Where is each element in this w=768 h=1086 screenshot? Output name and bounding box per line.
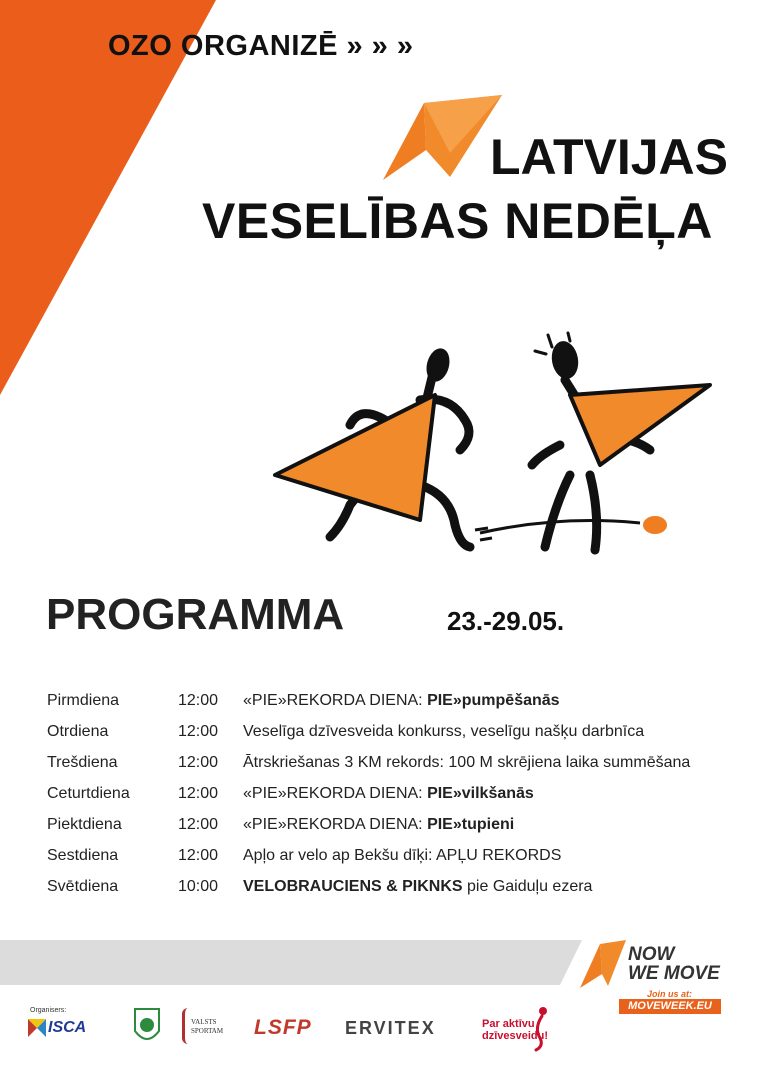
join-text: Join us at: — [647, 989, 693, 999]
schedule-day: Otrdiena — [47, 723, 109, 740]
schedule-description: «PIE»REKORDA DIENA: PIE»pumpēšanās — [243, 692, 560, 709]
schedule-description: «PIE»REKORDA DIENA: PIE»vilkšanās — [243, 785, 534, 802]
schedule-description: Veselīga dzīvesveida konkurss, veselīgu našķu darbnīca — [243, 723, 645, 740]
schedule-day: Ceturtdiena — [47, 785, 130, 802]
organizer-text: OZO ORGANIZĒ » » » — [108, 30, 414, 62]
schedule-day: Sestdiena — [47, 847, 119, 864]
isca-icon — [28, 1019, 46, 1037]
schedule-description: Apļo ar velo ap Bekšu dīķi: APĻU REKORDS — [243, 847, 562, 864]
schedule-time: 10:00 — [178, 878, 219, 895]
organisers-label: Organisers: — [30, 1007, 67, 1014]
schedule-time: 12:00 — [178, 816, 219, 833]
ervitex-logo: ERVITEX — [345, 1018, 436, 1038]
schedule-time: 12:00 — [178, 754, 219, 771]
event-title-line2: VESELĪBAS NEDĒĻA — [202, 193, 713, 249]
moveweek-logo-icon — [380, 95, 505, 185]
lsfp-logo: LSFP — [254, 1016, 312, 1039]
schedule-time: 12:00 — [178, 723, 219, 740]
valsts-sportam-logo: VALSTS SPORTAM — [182, 1008, 240, 1044]
runner-figure-icon — [528, 1006, 552, 1052]
program-dates: 23.-29.05. — [447, 606, 565, 636]
lsa-shield-icon — [133, 1005, 161, 1047]
stick-figures-illustration — [270, 325, 720, 565]
schedule-time: 12:00 — [178, 692, 219, 709]
program-heading: PROGRAMMA — [46, 590, 345, 639]
schedule-time: 12:00 — [178, 847, 219, 864]
now-we-move-text: NOW WE MOVE — [628, 944, 720, 984]
isca-logo: ISCA — [28, 1017, 98, 1037]
schedule-day: Trešdiena — [47, 754, 118, 771]
schedule-description: Ātrskriešanas 3 KM rekords: 100 M skrējiena laika summēšana — [243, 754, 691, 771]
coca-cola-logo: Par aktīvu dzīvesveidu! — [482, 1018, 549, 1042]
schedule-day: Pirmdiena — [47, 692, 120, 709]
schedule-day: Piektdiena — [47, 816, 122, 833]
now-we-move-logo-icon — [578, 936, 628, 991]
schedule-description: VELOBRAUCIENS & PIKNKS pie Gaiduļu ezera — [243, 878, 593, 895]
event-title-line1: LATVIJAS — [490, 129, 728, 185]
schedule-day: Svētdiena — [47, 878, 119, 895]
schedule-description: «PIE»REKORDA DIENA: PIE»tupieni — [243, 816, 515, 833]
schedule-time: 12:00 — [178, 785, 219, 802]
moveweek-link[interactable]: MOVEWEEK.EU — [619, 999, 721, 1014]
